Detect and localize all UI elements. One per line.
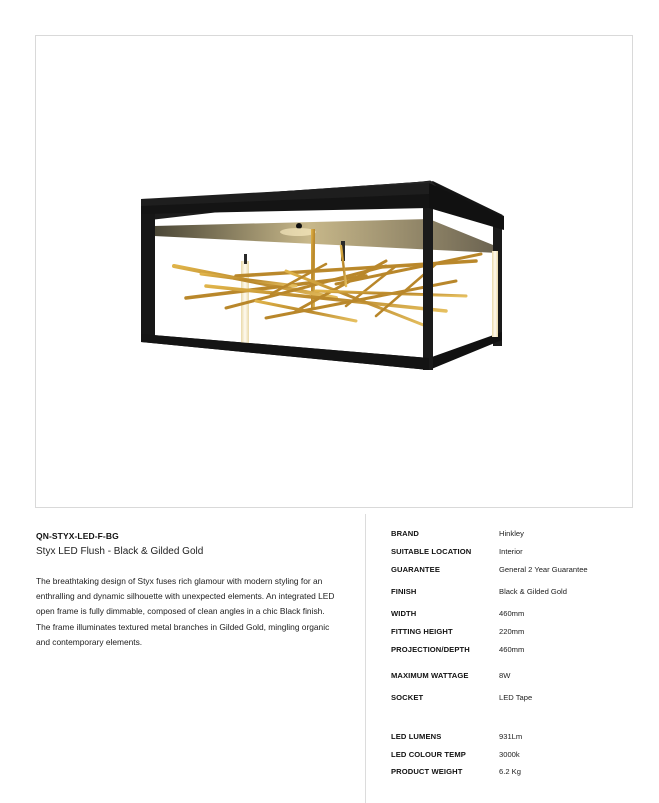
spec-value: 6.2 Kg [499, 767, 521, 776]
spec-value: General 2 Year Guarantee [499, 565, 588, 574]
spec-row-suitable-location [391, 547, 651, 559]
spec-value: 3000k [499, 750, 520, 759]
spec-label: LED COLOUR TEMP [391, 750, 466, 759]
spec-value: 460mm [499, 645, 525, 654]
spec-row-fitting-height [391, 627, 651, 639]
product-photo [36, 36, 632, 507]
product-image-frame [35, 35, 633, 508]
spec-value: Interior [499, 547, 523, 556]
spec-label: SOCKET [391, 693, 424, 702]
spec-row-width [391, 609, 651, 621]
spec-label: BRAND [391, 529, 419, 538]
product-info [36, 531, 336, 650]
spec-row-guarantee [391, 565, 651, 577]
spec-value: LED Tape [499, 693, 533, 702]
spec-row-socket [391, 693, 651, 705]
spec-label: GUARANTEE [391, 565, 440, 574]
spec-row-brand [391, 529, 651, 541]
spec-value: Hinkley [499, 529, 524, 538]
spec-value: 460mm [499, 609, 525, 618]
product-description: The breathtaking design of Styx fuses rich glamour with modern styling for an enthralling and dynamic silhouette with unexpected elements. An integrated LED open frame is fully dimmable, composed of clean angles in a chic Black finish. The frame illuminates textured metal branches in Gilded Gold, mingling organic and contemporary elements. [36, 576, 335, 647]
spec-label: PROJECTION/DEPTH [391, 645, 470, 654]
spec-row-led-colour-temp [391, 750, 651, 762]
product-sku: QN-STYX-LED-F-BG [36, 531, 119, 541]
column-divider [365, 514, 366, 803]
spec-value: 931Lm [499, 732, 523, 741]
product-name: Styx LED Flush - Black & Gilded Gold [36, 546, 204, 557]
spec-label: PRODUCT WEIGHT [391, 767, 463, 776]
spec-row-maximum-wattage [391, 671, 651, 683]
spec-value: 220mm [499, 627, 525, 636]
spec-label: SUITABLE LOCATION [391, 547, 472, 556]
spec-value: Black & Gilded Gold [499, 587, 567, 596]
spec-row-led-lumens [391, 732, 651, 744]
spec-value: 8W [499, 671, 511, 680]
spec-label: WIDTH [391, 609, 417, 618]
spec-label: MAXIMUM WATTAGE [391, 671, 469, 680]
spec-row-product-weight [391, 767, 651, 779]
gilded-branches [174, 246, 481, 326]
spec-row-projection-depth [391, 645, 651, 657]
spec-label: FINISH [391, 587, 417, 596]
spec-row-finish [391, 587, 651, 599]
spec-label: FITTING HEIGHT [391, 627, 453, 636]
led-strip-right [492, 251, 498, 337]
spec-label: LED LUMENS [391, 732, 442, 741]
